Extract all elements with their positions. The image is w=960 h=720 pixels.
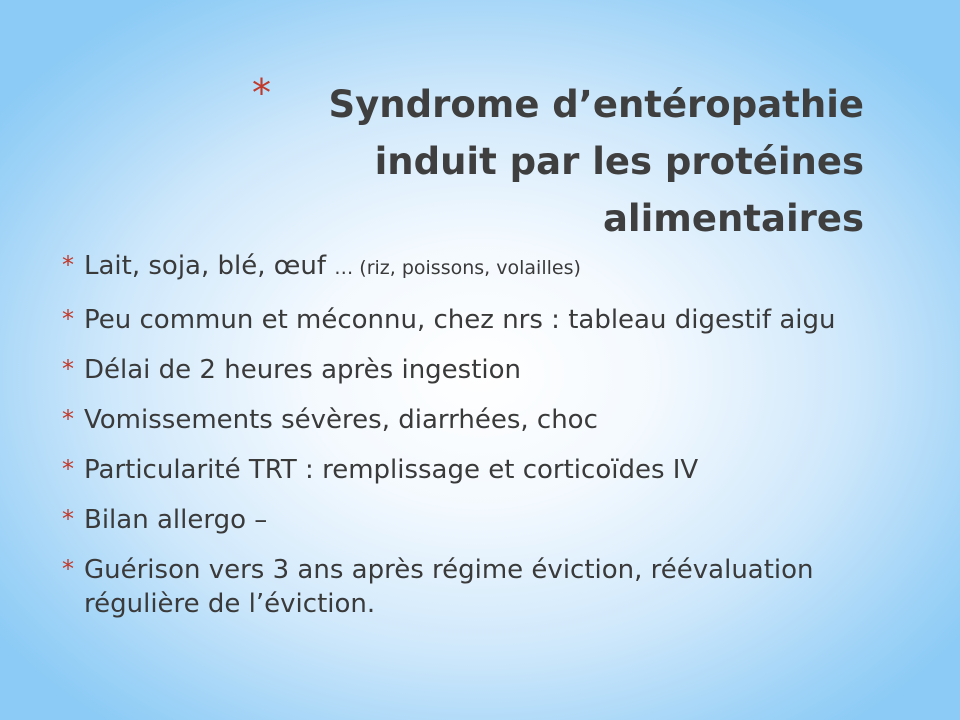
bullet-text: Peu commun et méconnu, chez nrs : tableau digestif aigu xyxy=(84,305,836,335)
bullet-item-delay xyxy=(62,353,922,387)
bullet-small-text: … (riz, poissons, volailles) xyxy=(334,257,581,279)
bullet-text: Vomissements sévères, diarrhées, choc xyxy=(84,405,598,435)
bullet-star-icon: * xyxy=(62,405,74,433)
bullet-text: Lait, soja, blé, œuf xyxy=(84,251,335,281)
title-line-2: induit par les protéines xyxy=(374,140,864,183)
bullet-item-treatment xyxy=(62,453,922,487)
bullet-list xyxy=(62,249,922,621)
title-line-1: Syndrome d’entéropathie xyxy=(328,83,864,126)
bullet-item-recovery xyxy=(62,553,922,621)
bullet-item-allergy-workup xyxy=(62,503,922,537)
title-line-3: alimentaires xyxy=(602,197,864,240)
title-bullet-star-icon: * xyxy=(252,71,271,115)
bullet-text: Délai de 2 heures après ingestion xyxy=(84,355,522,385)
bullet-item-food-triggers xyxy=(62,249,922,285)
bullet-item-rarity xyxy=(62,303,922,337)
bullet-star-icon: * xyxy=(62,505,74,533)
bullet-star-icon: * xyxy=(62,251,74,279)
bullet-star-icon: * xyxy=(62,305,74,333)
bullet-star-icon: * xyxy=(62,555,74,583)
slide-title xyxy=(250,71,870,246)
bullet-text: Guérison vers 3 ans après régime éviction, réévaluation régulière de l’éviction. xyxy=(84,555,814,619)
bullet-item-symptoms xyxy=(62,403,922,437)
bullet-text: Bilan allergo – xyxy=(84,505,268,535)
bullet-star-icon: * xyxy=(62,455,74,483)
bullet-star-icon: * xyxy=(62,355,74,383)
title-text xyxy=(284,76,864,247)
bullet-text: Particularité TRT : remplissage et corticoïdes IV xyxy=(84,455,699,485)
